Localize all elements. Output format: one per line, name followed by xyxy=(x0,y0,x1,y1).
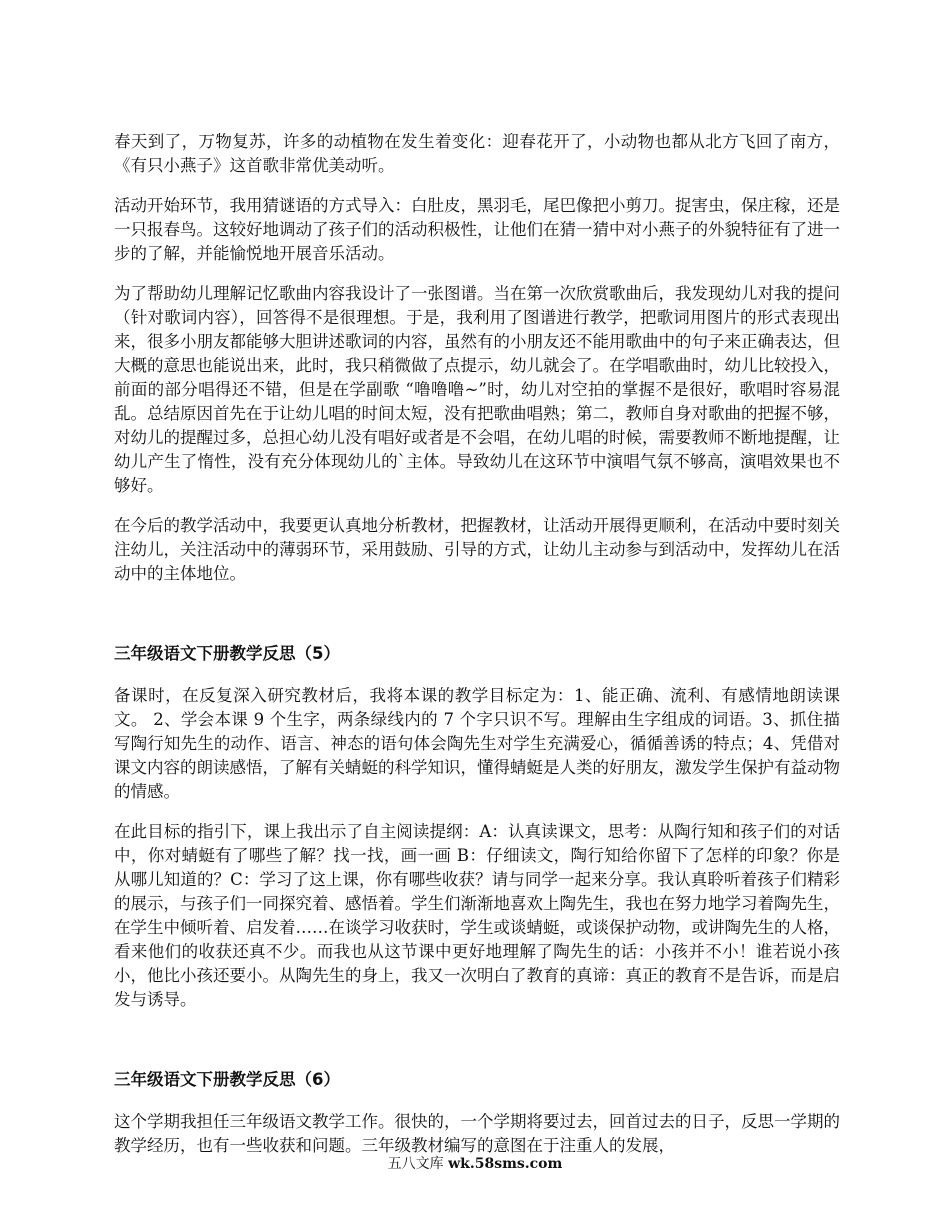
footer-site-link[interactable]: wk.58sms.com xyxy=(448,1156,563,1172)
paragraph: 备课时，在反复深入研究教材后，我将本课的教学目标定为：1、能正确、流利、有感情地朗读课文。 2、学会本课 9 个生字，两条绿线内的 7 个字只识不写。理解由生字组成的词语。3、抓住描写陶行知先生的动作、语言、神态的语句体会陶先生对学生充满爱心，循循善诱的特点；4、凭借对课文内容的朗读感悟，了解有关蜻蜓的科学知识，懂得蜻蜓是人类的好朋友，激发学生保护有益动物的情感。 xyxy=(114,686,840,801)
paragraph: 在此目标的指引下，课上我出示了自主阅读提纲：A：认真读课文，思考：从陶行知和孩子们的对话中，你对蜻蜓有了哪些了解？找一找，画一画 B：仔细读文，陶行知给你留下了怎样的印象？你是从哪儿知道的？C：学习了这上课，你有哪些收获？请与同学一起来分享。我认真聆听着孩子们精彩的展示，与孩子们一同探究着、感悟着。学生们渐渐地喜欢上陶先生，我也在努力地学习着陶先生，在学生中倾听着、启发着……在谈学习收获时，学生或谈蜻蜓，或谈保护动物，或讲陶先生的人格，看来他们的收获还真不少。而我也从这节课中更好地理解了陶先生的话：小孩并不小！谁若说小孩小，他比小孩还要小。从陶先生的身上，我又一次明白了教育的真谛：真正的教育不是告诉，而是启发与诱导。 xyxy=(114,822,840,1009)
section-gap xyxy=(114,602,840,642)
paragraph: 在今后的教学活动中，我要更认真地分析教材，把握教材，让活动开展得更顺利，在活动中要时刻关注幼儿，关注活动中的薄弱环节，采用鼓励、引导的方式，让幼儿主动参与到活动中，发挥幼儿在活动中的主体地位。 xyxy=(114,516,840,583)
paragraph: 这个学期我担任三年级语文教学工作。很快的，一个学期将要过去，回首过去的日子，反思一学期的教学经历，也有一些收获和问题。三年级教材编写的意图在于注重人的发展， xyxy=(114,1112,840,1155)
paragraph: 春天到了，万物复苏，许多的动植物在发生着变化：迎春花开了，小动物也都从北方飞回了南方，《有只小燕子》这首歌非常优美动听。 xyxy=(114,132,840,175)
section-heading-6: 三年级语文下册教学反思（6） xyxy=(114,1070,340,1089)
paragraph: 为了帮助幼儿理解记忆歌曲内容我设计了一张图谱。当在第一次欣赏歌曲后，我发现幼儿对我的提问（针对歌词内容），回答得不是很理想。于是，我利用了图谱进行教学，把歌词用图片的形式表现出来，很多小朋友都能够大胆讲述歌词的内容，虽然有的小朋友还不能用歌曲中的句子来正确表达，但大概的意思也能说出来，此时，我只稍微做了点提示，幼儿就会了。在学唱歌曲时，幼儿比较投入，前面的部分唱得还不错，但是在学副歌 “噜噜噜~”时，幼儿对空拍的掌握不是很好，歌唱时容易混乱。总结原因首先在于让幼儿唱的时间太短，没有把歌曲唱熟；第二，教师自身对歌曲的把握不够，对幼儿的提醒过多，总担心幼儿没有唱好或者是不会唱，在幼儿唱的时候，需要教师不断地提醒，让幼儿产生了惰性，没有充分体现幼儿的`主体。导致幼儿在这环节中演唱气氛不够高，演唱效果也不够好。 xyxy=(114,284,840,495)
footer-label: 五八文库 xyxy=(387,1156,444,1172)
section-heading-5: 三年级语文下册教学反思（5） xyxy=(114,644,340,663)
section-gap xyxy=(114,1028,840,1068)
document-page xyxy=(114,130,840,1174)
page-footer xyxy=(0,1154,950,1174)
paragraph: 活动开始环节，我用猜谜语的方式导入：白肚皮，黑羽毛，尾巴像把小剪刀。捉害虫，保庄稼，还是一只报春鸟。这较好地调动了孩子们的活动积极性，让他们在猜一猜中对小燕子的外貌特征有了进一步的了解，并能愉悦地开展音乐活动。 xyxy=(114,196,840,263)
